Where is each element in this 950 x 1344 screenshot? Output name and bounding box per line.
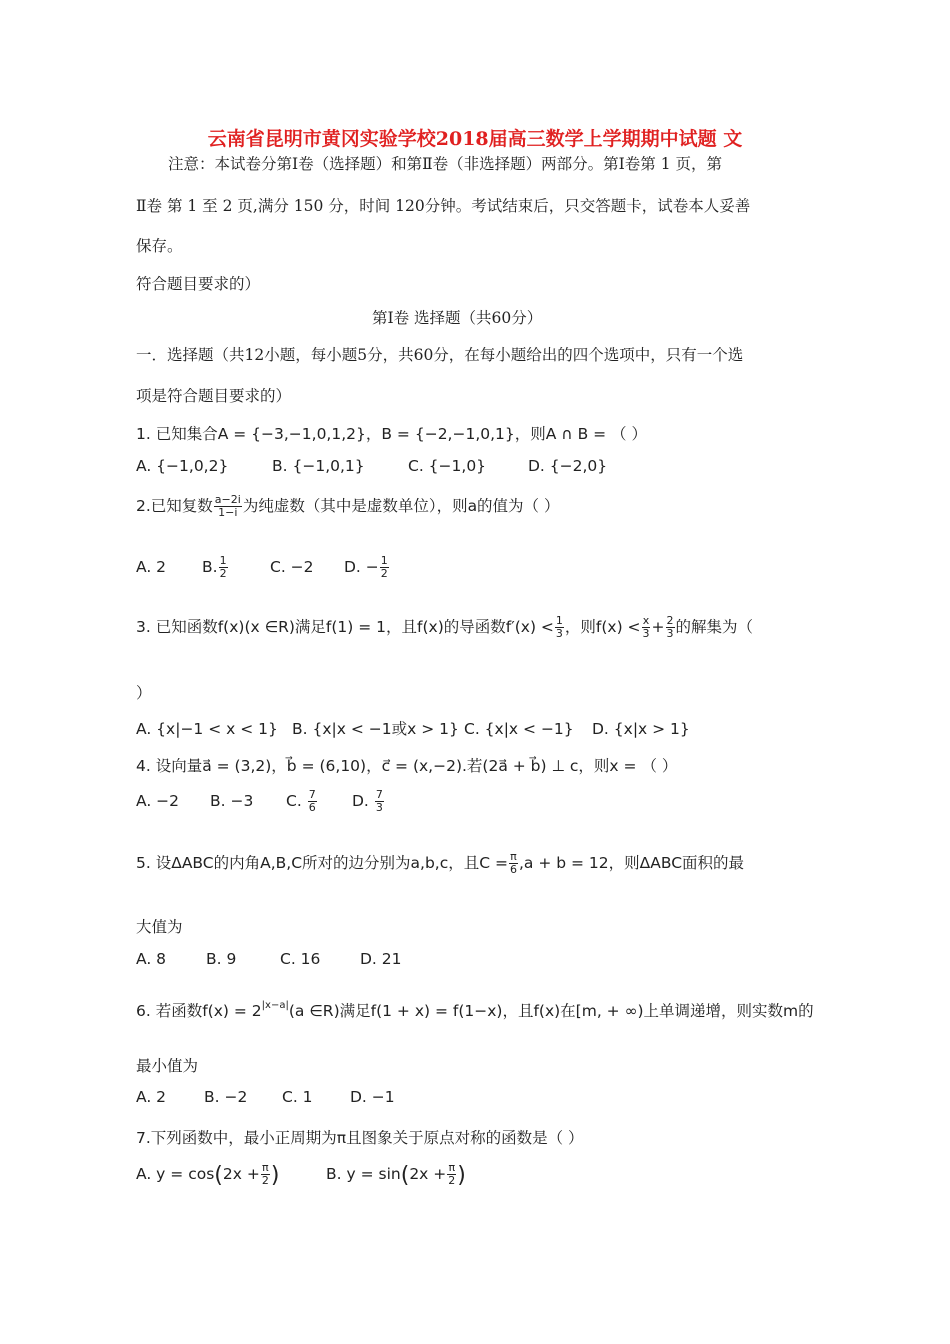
q4-option-c-frac	[308, 789, 317, 814]
notice-line-3: 保存。	[136, 237, 183, 255]
notice-line-1: 注意：本试卷分第Ⅰ卷（选择题）和第Ⅱ卷（非选择题）两部分。第Ⅰ卷第 1 页，第	[168, 155, 722, 173]
q7-option-a-rparen: )	[270, 1163, 280, 1188]
q3-plus: +	[651, 618, 665, 636]
q3-post: 的解集为（	[675, 618, 754, 636]
q3-option-c: C. {x|x < −1}	[464, 720, 574, 738]
q3-frac-1-num: 1	[555, 614, 563, 627]
question-7: 7.下列函数中，最小正周期为π且图象关于原点对称的函数是（ ）	[136, 1129, 584, 1147]
q3-frac-2	[642, 615, 651, 640]
q4-option-d	[352, 789, 385, 814]
q2-post: 为纯虚数（其中是虚数单位），则a的值为（ ）	[242, 497, 560, 515]
section-title: 第Ⅰ卷 选择题（共60分）	[372, 309, 543, 327]
q7-option-a	[136, 1162, 326, 1188]
question-3-options	[136, 717, 690, 739]
q4-option-c	[286, 789, 352, 814]
q7-option-a-den: 2	[261, 1174, 269, 1187]
question-2-options	[136, 555, 390, 580]
document-title: 云南省昆明市黄冈实验学校2018届高三数学上学期期中试题 文	[207, 128, 743, 150]
q4-option-d-label: D.	[352, 792, 369, 810]
q7-option-b-rparen: )	[457, 1163, 466, 1188]
question-5	[136, 851, 744, 876]
q3-pre: 3. 已知函数f(x)(x ∈R)满足f(1) = 1，且f(x)的导函数f′(x) <	[136, 618, 554, 636]
q5-frac-den: 6	[509, 863, 517, 876]
q5-option-b: B. 9	[206, 950, 237, 968]
question-5-options	[136, 950, 402, 968]
q6-option-a: A. 2	[136, 1088, 167, 1106]
question-5-line-2: 大值为	[136, 918, 183, 936]
q2-option-c: C. −2	[270, 558, 314, 576]
q3-frac-2-den: 3	[642, 627, 650, 640]
q2-option-b-label: B.	[202, 558, 218, 576]
q2-frac-num: a−2i	[214, 493, 241, 506]
q2-option-d-label: D. −	[344, 558, 379, 576]
q5-option-c: C. 16	[280, 950, 321, 968]
notice-line-2: Ⅱ卷 第 1 至 2 页,满分 150 分，时间 120分钟。考试结束后，只交答题卡，试卷本人妥善	[136, 197, 751, 215]
q7-option-a-num: π	[262, 1161, 269, 1174]
question-4: 4. 设向量a⃗ = (3,2)，b⃗ = (6,10)，c⃗ = (x,−2).若(2a⃗ + b⃗) ⊥ c，则x = （ ）	[136, 757, 678, 775]
q3-close-paren: ）	[136, 684, 152, 702]
q4-option-c-label: C.	[286, 792, 302, 810]
q7-option-b-den: 2	[448, 1174, 456, 1187]
q3-frac-1	[555, 615, 564, 640]
q6-pre: 6. 若函数f(x) = 2	[136, 1002, 262, 1020]
question-1: 1. 已知集合A = {−3,−1,0,1,2}，B = {−2,−1,0,1}，则A ∩ B = （ ）	[136, 425, 647, 443]
q6-option-d: D. −1	[350, 1088, 395, 1106]
q4-option-a: A. −2	[136, 792, 180, 810]
q1-option-b: B. {−1,0,1}	[272, 457, 365, 475]
question-4-options	[136, 789, 385, 814]
question-2	[136, 494, 560, 519]
q1-option-a: A. {−1,0,2}	[136, 457, 229, 475]
q7-option-a-lparen: (	[214, 1163, 223, 1188]
q4-option-b: B. −3	[210, 792, 254, 810]
q4-option-c-num: 7	[308, 788, 316, 801]
q1-option-c: C. {−1,0}	[408, 457, 487, 475]
q4-option-c-den: 6	[308, 801, 316, 814]
q2-option-b-den: 2	[219, 567, 227, 580]
q7-option-b-inner: 2x +	[409, 1165, 447, 1183]
q2-option-b-frac	[219, 555, 228, 580]
q7-option-b-lparen: (	[400, 1163, 410, 1188]
q6-exponent: |x−a|	[261, 1000, 289, 1011]
q2-option-d-frac	[380, 555, 389, 580]
q5-pre: 5. 设ΔABC的内角A,B,C所对的边分别为a,b,c，且C =	[136, 854, 508, 872]
q6-post: (a ∈R)满足f(1 + x) = f(1−x)，且f(x)在[m, + ∞)上单调递增，则实数m的	[288, 1002, 814, 1020]
q4-option-d-den: 3	[375, 801, 383, 814]
q5-frac	[509, 851, 518, 876]
section-intro-1: 一．选择题（共12小题，每小题5分，共60分，在每小题给出的四个选项中，只有一个选	[136, 346, 744, 364]
q3-frac-3-num: 2	[666, 614, 674, 627]
q3-mid: ，则f(x) <	[564, 618, 641, 636]
q5-option-a: A. 8	[136, 950, 167, 968]
q5-post: ,a + b = 12，则ΔABC面积的最	[518, 854, 745, 872]
q5-frac-num: π	[510, 850, 517, 863]
q7-option-a-inner: 2x +	[222, 1165, 260, 1183]
q2-option-a: A. 2	[136, 558, 167, 576]
q2-option-b	[202, 555, 270, 580]
q7-option-b-frac	[447, 1162, 456, 1187]
q3-frac-2-num: x	[642, 614, 650, 627]
q6-option-c: C. 1	[282, 1088, 313, 1106]
q2-option-d-num: 1	[380, 554, 388, 567]
question-7-options	[136, 1162, 466, 1188]
q2-option-d-den: 2	[380, 567, 388, 580]
q3-option-d: D. {x|x > 1}	[592, 720, 690, 738]
question-6	[136, 999, 814, 1021]
notice-line-4: 符合题目要求的）	[136, 275, 261, 293]
q7-option-a-label: A. y = cos	[136, 1165, 215, 1183]
question-1-options	[136, 457, 607, 475]
question-3	[136, 615, 753, 640]
q7-option-b-label: B. y = sin	[326, 1165, 401, 1183]
q4-option-d-frac	[375, 789, 384, 814]
q7-option-b-num: π	[448, 1161, 456, 1174]
q7-option-a-frac	[261, 1162, 270, 1187]
q3-option-b: B. {x|x < −1或x > 1}	[292, 720, 459, 738]
q6-option-b: B. −2	[204, 1088, 248, 1106]
q3-option-a: A. {x|−1 < x < 1}	[136, 720, 278, 738]
q1-option-d: D. {−2,0}	[528, 457, 608, 475]
q2-pre: 2.已知复数	[136, 497, 213, 515]
q7-option-b	[326, 1162, 466, 1188]
question-6-options	[136, 1088, 395, 1106]
q4-option-d-num: 7	[375, 788, 383, 801]
q2-option-b-num: 1	[219, 554, 227, 567]
q3-frac-3-den: 3	[666, 627, 674, 640]
q2-frac-den: 1−i	[218, 506, 238, 519]
q2-option-d	[344, 555, 390, 580]
q3-frac-3	[666, 615, 675, 640]
section-intro-2: 项是符合题目要求的）	[136, 387, 292, 405]
q3-frac-1-den: 3	[555, 627, 563, 640]
question-6-line-2: 最小值为	[136, 1057, 199, 1075]
q2-fraction	[214, 494, 242, 519]
q5-option-d: D. 21	[360, 950, 402, 968]
